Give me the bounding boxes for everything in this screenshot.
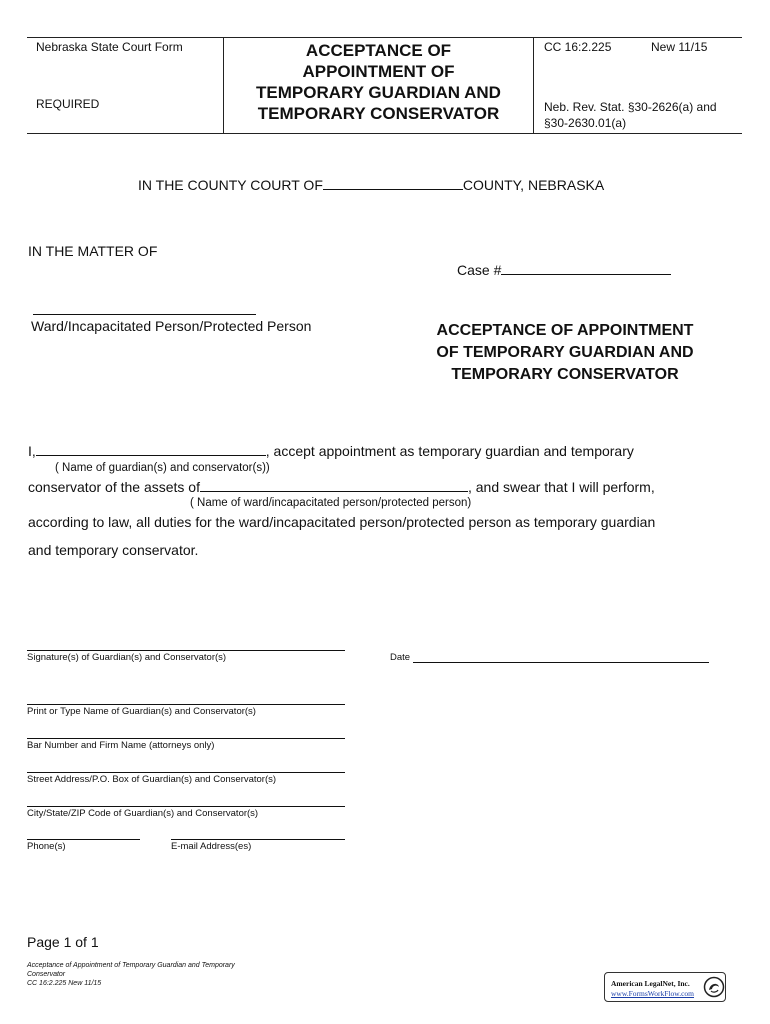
header-title-line: APPOINTMENT OF <box>302 62 455 81</box>
body-line-2 <box>28 478 655 495</box>
statute-line-2: §30-2630.01(a) <box>544 116 627 130</box>
body-line-2-prefix: conservator of the assets of <box>28 479 200 495</box>
print-name-label: Print or Type Name of Guardian(s) and Conservator(s) <box>27 706 256 717</box>
header-title-line: TEMPORARY CONSERVATOR <box>257 104 500 123</box>
case-number-line <box>457 261 671 278</box>
body-line-1 <box>28 442 634 459</box>
case-label: Case # <box>457 262 502 278</box>
body-line-2-rest: , and swear that I will perform, <box>467 479 655 495</box>
email-label: E-mail Address(es) <box>171 841 252 852</box>
footer-line: CC 16:2.225 New 11/15 <box>27 980 102 987</box>
header-top-rule <box>27 37 742 38</box>
court-suffix: COUNTY, NEBRASKA <box>462 177 605 193</box>
body-line-4: and temporary conservator. <box>28 542 199 558</box>
city-state-zip-field[interactable] <box>27 806 345 807</box>
publisher-url-link[interactable]: www.FormsWorkFlow.com <box>611 989 695 998</box>
guardian-name-field[interactable] <box>36 442 266 456</box>
date-label: Date <box>390 652 411 663</box>
statute-line-1: Neb. Rev. Stat. §30-2626(a) and <box>544 100 717 114</box>
bar-number-field[interactable] <box>27 738 345 739</box>
court-line <box>138 176 604 193</box>
publisher-name: American LegalNet, Inc. <box>611 979 690 988</box>
form-status: New 11/15 <box>651 40 708 54</box>
phone-label: Phone(s) <box>27 841 66 852</box>
case-number-field[interactable] <box>501 261 671 275</box>
body-line-1-rest: , accept appointment as temporary guardian and temporary <box>265 443 634 459</box>
city-state-zip-label: City/State/ZIP Code of Guardian(s) and Conservator(s) <box>27 808 259 819</box>
page-number: Page 1 of 1 <box>27 934 99 950</box>
date-field[interactable] <box>413 662 709 663</box>
body-line-3: according to law, all duties for the ward/incapacitated person/protected person as temporary guardian <box>28 514 656 530</box>
county-field[interactable] <box>323 176 463 190</box>
guardian-name-hint: ( Name of guardian(s) and conservator(s)) <box>55 462 270 474</box>
matter-of-label: IN THE MATTER OF <box>28 243 158 259</box>
header-title <box>224 40 533 124</box>
document-title-line: TEMPORARY CONSERVATOR <box>451 366 679 383</box>
print-name-field[interactable] <box>27 704 345 705</box>
required-label: REQUIRED <box>36 97 100 111</box>
publisher-badge[interactable] <box>604 972 726 1002</box>
ward-name-hint: ( Name of ward/incapacitated person/protected person) <box>190 497 472 509</box>
form-code: CC 16:2.225 <box>544 40 612 54</box>
header-title-line: ACCEPTANCE OF <box>305 41 452 60</box>
document-title-line: OF TEMPORARY GUARDIAN AND <box>436 344 694 361</box>
phone-field[interactable] <box>27 839 140 840</box>
form-source: Nebraska State Court Form <box>36 40 183 54</box>
document-title <box>405 320 725 386</box>
bar-number-label: Bar Number and Firm Name (attorneys only) <box>27 740 215 751</box>
street-address-field[interactable] <box>27 772 345 773</box>
ward-assets-field[interactable] <box>200 478 468 492</box>
publisher-logo-icon <box>703 976 725 998</box>
ward-label: Ward/Incapacitated Person/Protected Person <box>31 318 312 334</box>
footer-line: Conservator <box>27 971 66 978</box>
ward-name-field[interactable] <box>33 314 256 315</box>
header-divider-right <box>533 37 534 134</box>
signature-field[interactable] <box>27 650 345 651</box>
signature-label: Signature(s) of Guardian(s) and Conservator(s) <box>27 652 227 663</box>
court-prefix: IN THE COUNTY COURT OF <box>138 177 323 193</box>
header-bottom-rule <box>27 133 742 134</box>
street-address-label: Street Address/P.O. Box of Guardian(s) and Conservator(s) <box>27 774 277 785</box>
footer-line: Acceptance of Appointment of Temporary Guardian and Temporary <box>27 962 235 969</box>
body-i: I, <box>28 443 36 459</box>
header-title-line: TEMPORARY GUARDIAN AND <box>256 83 501 102</box>
email-field[interactable] <box>171 839 345 840</box>
footer-form-name <box>27 961 235 988</box>
document-title-line: ACCEPTANCE OF APPOINTMENT <box>436 322 694 339</box>
